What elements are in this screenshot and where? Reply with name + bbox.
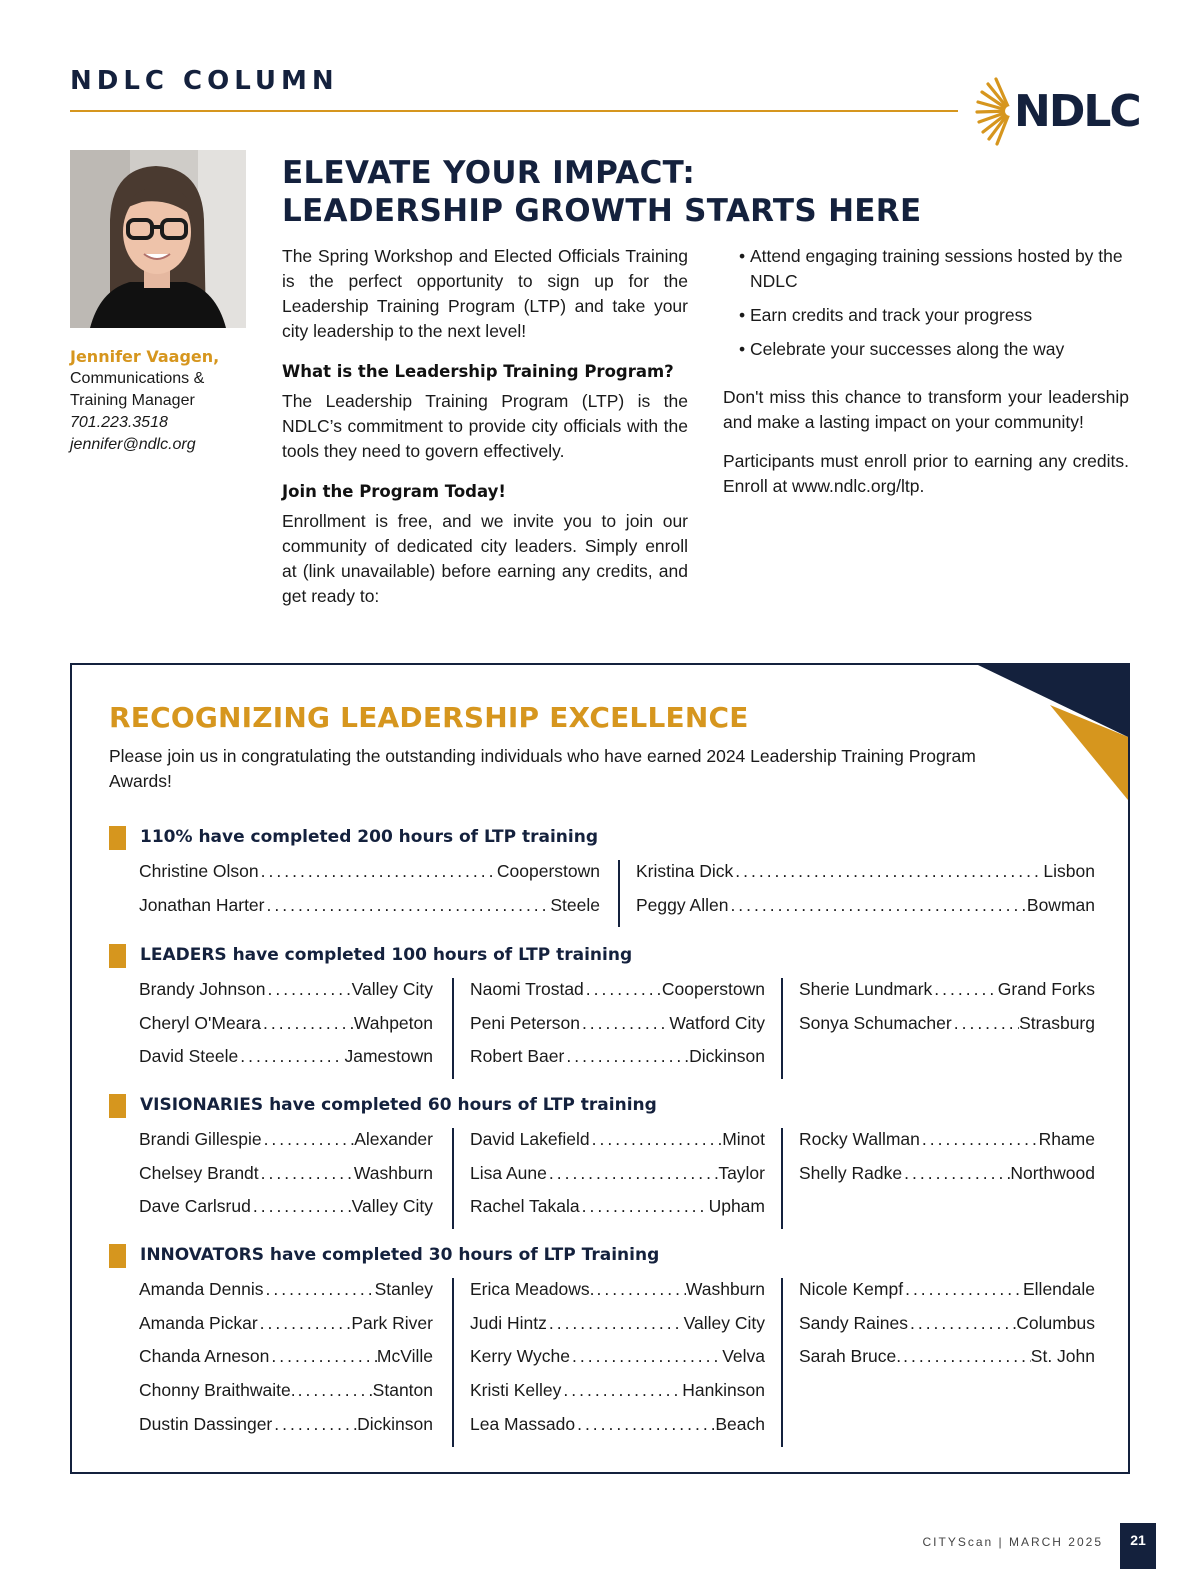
award-column <box>139 1128 433 1229</box>
dot-leader <box>932 978 997 1000</box>
recipient-name: Rocky Wallman <box>799 1129 920 1149</box>
award-row <box>139 1012 433 1046</box>
recipient-city: Hankinson <box>682 1380 765 1401</box>
recipient-city: Minot <box>722 1129 765 1149</box>
award-row <box>470 1379 765 1413</box>
recipient-city: Park River <box>351 1312 433 1333</box>
award-column <box>452 1278 765 1447</box>
recipient-name: Dustin Dassinger <box>139 1413 273 1434</box>
author-title-line2: Training Manager <box>70 392 195 409</box>
dot-leader <box>259 860 497 882</box>
corner-decoration <box>978 665 1128 800</box>
award-row <box>636 860 1095 894</box>
subhead-what-is-ltp: What is the Leadership Training Program? <box>282 362 674 381</box>
author-phone: 701.223.3518 <box>70 414 168 431</box>
award-row <box>139 860 600 894</box>
recipient-name: Sherie Lundmark <box>799 979 933 999</box>
award-column <box>618 860 1095 927</box>
recipient-name: Shelly Radke <box>799 1162 903 1183</box>
recipient-name: Amanda Dennis <box>139 1279 264 1299</box>
award-column <box>781 978 1095 1079</box>
recipient-name: Sandy Raines <box>799 1312 908 1333</box>
recipient-city: Stanley <box>374 1279 433 1299</box>
recipient-name: Chelsey Brandt <box>139 1162 259 1183</box>
recipient-name: Lisa Aune <box>470 1162 547 1183</box>
award-row <box>139 1379 433 1413</box>
article-para-enroll: Enrollment is free, and we invite you to join our community of dedicated city leaders. Simply enroll at (link unavailable) before earning any credits, and get ready to: <box>282 511 688 606</box>
dot-leader <box>902 1162 1010 1184</box>
dot-leader <box>728 894 1026 916</box>
dot-leader <box>580 1012 669 1034</box>
dot-leader <box>590 1128 723 1150</box>
dot-leader <box>564 1045 689 1067</box>
awards-title: RECOGNIZING LEADERSHIP EXCELLENCE <box>109 701 749 734</box>
award-row <box>636 894 1095 928</box>
dot-leader <box>261 1012 354 1034</box>
author-email[interactable]: jennifer@ndlc.org <box>70 436 196 453</box>
awards-intro: Please join us in congratulating the outstanding individuals who have earned 2024 Leadership Training Program Awards! <box>109 746 976 791</box>
recipient-name: Brandy Johnson <box>139 979 266 999</box>
recipient-city: Ellendale <box>1023 1279 1095 1299</box>
recipient-city: Strasburg <box>1019 1012 1095 1033</box>
recipient-name: Naomi Trostad <box>470 979 584 999</box>
dot-leader <box>570 1345 722 1367</box>
dot-leader <box>908 1312 1016 1334</box>
recipient-city: Valley City <box>683 1312 765 1333</box>
dot-leader <box>272 1413 357 1435</box>
recipient-city: Rhame <box>1038 1129 1095 1149</box>
headline-line1: ELEVATE YOUR IMPACT: <box>282 155 696 191</box>
author-block <box>70 346 260 456</box>
logo-wordmark: NDLC <box>1014 86 1140 137</box>
award-row <box>470 1345 765 1379</box>
dot-leader <box>901 1345 1031 1367</box>
dot-leader <box>584 978 662 1000</box>
awards-panel <box>70 663 1130 1474</box>
recipient-name: Kristina Dick <box>636 861 734 881</box>
award-row <box>470 1012 765 1046</box>
award-row <box>139 1345 433 1379</box>
award-row <box>799 1012 1095 1046</box>
recipient-name: Nicole Kempf <box>799 1279 904 1299</box>
recipient-name: Jonathan Harter <box>139 894 265 915</box>
award-row <box>139 1162 433 1196</box>
tier-marker <box>109 826 126 850</box>
award-row <box>470 1162 765 1196</box>
list-item: • Earn credits and track your progress <box>723 303 1129 328</box>
award-row <box>139 1413 433 1447</box>
tier-label: LEADERS have completed 100 hours of LTP training <box>140 945 633 965</box>
award-column <box>139 978 433 1079</box>
tier-label: VISIONARIES have completed 60 hours of LTP training <box>140 1095 657 1115</box>
tier-label: INNOVATORS have completed 30 hours of LTP Training <box>140 1245 660 1265</box>
recipient-city: Jamestown <box>344 1046 433 1067</box>
dot-leader <box>251 1195 352 1217</box>
recipient-city: Lisbon <box>1043 861 1095 881</box>
dot-leader <box>920 1128 1039 1150</box>
recipient-name: Brandi Gillespie <box>139 1129 262 1149</box>
recipient-city: Columbus <box>1016 1312 1095 1333</box>
dot-leader <box>296 1379 373 1401</box>
recipient-name: Kerry Wyche <box>470 1346 571 1367</box>
dot-leader <box>561 1379 682 1401</box>
tier-marker <box>109 944 126 968</box>
dot-leader <box>580 1195 709 1217</box>
recipient-city: Washburn <box>353 1162 433 1183</box>
article-left-column <box>282 244 688 609</box>
author-photo <box>70 150 246 328</box>
dot-leader <box>595 1278 686 1300</box>
dot-leader <box>264 1278 375 1300</box>
recipient-city: Upham <box>708 1196 765 1217</box>
dot-leader <box>265 894 551 916</box>
award-row <box>799 1278 1095 1312</box>
recipient-name: David Steele <box>139 1046 239 1067</box>
award-row <box>799 978 1095 1012</box>
recipient-city: McVille <box>376 1346 433 1367</box>
recipient-city: Taylor <box>718 1162 765 1183</box>
award-row <box>799 1162 1095 1196</box>
dot-leader <box>262 1128 355 1150</box>
recipient-name: Chonny Braithwaite. <box>139 1380 296 1401</box>
recipient-name: Judi Hintz <box>470 1312 547 1333</box>
recipient-city: Alexander <box>354 1129 433 1149</box>
recipient-name: Dave Carlsrud <box>139 1196 251 1217</box>
recipient-city: Beach <box>715 1413 765 1434</box>
award-row <box>470 1413 765 1447</box>
recipient-name: Peggy Allen <box>636 894 729 915</box>
award-row <box>139 1195 433 1229</box>
dot-leader <box>547 1162 718 1184</box>
award-row <box>139 1312 433 1346</box>
recipient-city: Valley City <box>351 1196 433 1217</box>
tier-marker <box>109 1094 126 1118</box>
recipient-city: Cooperstown <box>661 979 765 999</box>
award-row <box>470 1045 765 1079</box>
recipient-city: Washburn <box>685 1279 765 1299</box>
award-row <box>470 1195 765 1229</box>
recipient-city: Bowman <box>1026 894 1095 915</box>
recipient-city: St. John <box>1030 1346 1095 1367</box>
dot-leader <box>575 1413 715 1435</box>
dot-leader <box>259 1162 354 1184</box>
headline-line2: LEADERSHIP GROWTH STARTS HERE <box>282 193 922 229</box>
list-item: • Attend engaging training sessions hosted by the NDLC <box>723 244 1129 294</box>
recipient-name: Rachel Takala <box>470 1196 580 1217</box>
benefit-list <box>723 244 1129 362</box>
award-row <box>799 1312 1095 1346</box>
section-label: NDLC COLUMN <box>70 66 339 96</box>
recipient-city: Wahpeton <box>353 1012 433 1033</box>
publication-footer: CITYScan | MARCH 2025 <box>922 1535 1103 1549</box>
dot-leader <box>903 1278 1023 1300</box>
recipient-city: Dickinson <box>689 1046 765 1067</box>
recipient-name: Lea Massado <box>470 1413 576 1434</box>
award-row <box>139 1045 433 1079</box>
award-row <box>139 1278 433 1312</box>
recipient-city: Valley City <box>351 979 433 999</box>
dot-leader <box>258 1312 352 1334</box>
recipient-name: Robert Baer <box>470 1046 565 1067</box>
recipient-name: Peni Peterson <box>470 1012 580 1033</box>
recipient-name: Amanda Pickar <box>139 1312 258 1333</box>
award-row <box>139 894 600 928</box>
award-row <box>799 1128 1095 1162</box>
author-name: Jennifer Vaagen, <box>70 347 220 366</box>
recipient-name: David Lakefield <box>470 1129 590 1149</box>
award-row <box>470 1278 765 1312</box>
article-para-ltp: The Leadership Training Program (LTP) is the NDLC’s commitment to provide city officials with the tools they need to govern effectively. <box>282 391 688 461</box>
sunburst-icon <box>974 74 1014 148</box>
article-para-cta: Don't miss this chance to transform your leadership and make a lasting impact on your community! <box>723 387 1129 432</box>
recipient-name: Kristi Kelley <box>470 1380 562 1401</box>
recipient-city: Velva <box>722 1346 765 1367</box>
award-row <box>139 978 433 1012</box>
award-row <box>470 1312 765 1346</box>
dot-leader <box>952 1012 1019 1034</box>
article-right-column <box>723 244 1129 499</box>
article-headline <box>282 154 982 230</box>
recipient-city: Dickinson <box>357 1413 433 1434</box>
award-column <box>781 1128 1095 1229</box>
article-para-enroll-link: Participants must enroll prior to earning any credits. Enroll at www.ndlc.org/ltp. <box>723 451 1129 496</box>
recipient-name: Erica Meadows. <box>470 1279 595 1299</box>
recipient-city: Northwood <box>1010 1162 1095 1183</box>
dot-leader <box>238 1045 344 1067</box>
award-row <box>799 1345 1095 1379</box>
dot-leader <box>547 1312 684 1334</box>
list-item: • Celebrate your successes along the way <box>723 337 1129 362</box>
dot-leader <box>733 860 1043 882</box>
page-number: 21 <box>1120 1523 1156 1569</box>
ndlc-logo <box>974 74 1140 148</box>
award-row <box>139 1128 433 1162</box>
recipient-city: Stanton <box>372 1380 433 1401</box>
award-row <box>470 1128 765 1162</box>
recipient-city: Steele <box>550 894 600 915</box>
dot-leader <box>269 1345 377 1367</box>
author-title-line1: Communications & <box>70 370 205 387</box>
award-column <box>452 1128 765 1229</box>
subhead-join: Join the Program Today! <box>282 482 506 501</box>
award-row <box>470 978 765 1012</box>
recipient-name: Cheryl O'Meara <box>139 1012 261 1033</box>
recipient-city: Grand Forks <box>997 979 1095 999</box>
award-column <box>452 978 765 1079</box>
recipient-name: Sonya Schumacher <box>799 1012 952 1033</box>
article-intro: The Spring Workshop and Elected Officials Training is the perfect opportunity to sign up for the Leadership Training Program (LTP) and take your city leadership to the next level! <box>282 246 688 341</box>
recipient-name: Sarah Bruce. <box>799 1346 902 1367</box>
award-column <box>781 1278 1095 1447</box>
tier-marker <box>109 1244 126 1268</box>
dot-leader <box>265 978 351 1000</box>
award-column <box>139 1278 433 1447</box>
recipient-name: Chanda Arneson <box>139 1346 270 1367</box>
recipient-name: Christine Olson <box>139 861 259 881</box>
award-column <box>139 860 600 927</box>
recipient-city: Watford City <box>669 1012 765 1033</box>
header-rule <box>70 110 958 112</box>
recipient-city: Cooperstown <box>496 861 600 881</box>
tier-label: 110% have completed 200 hours of LTP training <box>140 827 598 847</box>
